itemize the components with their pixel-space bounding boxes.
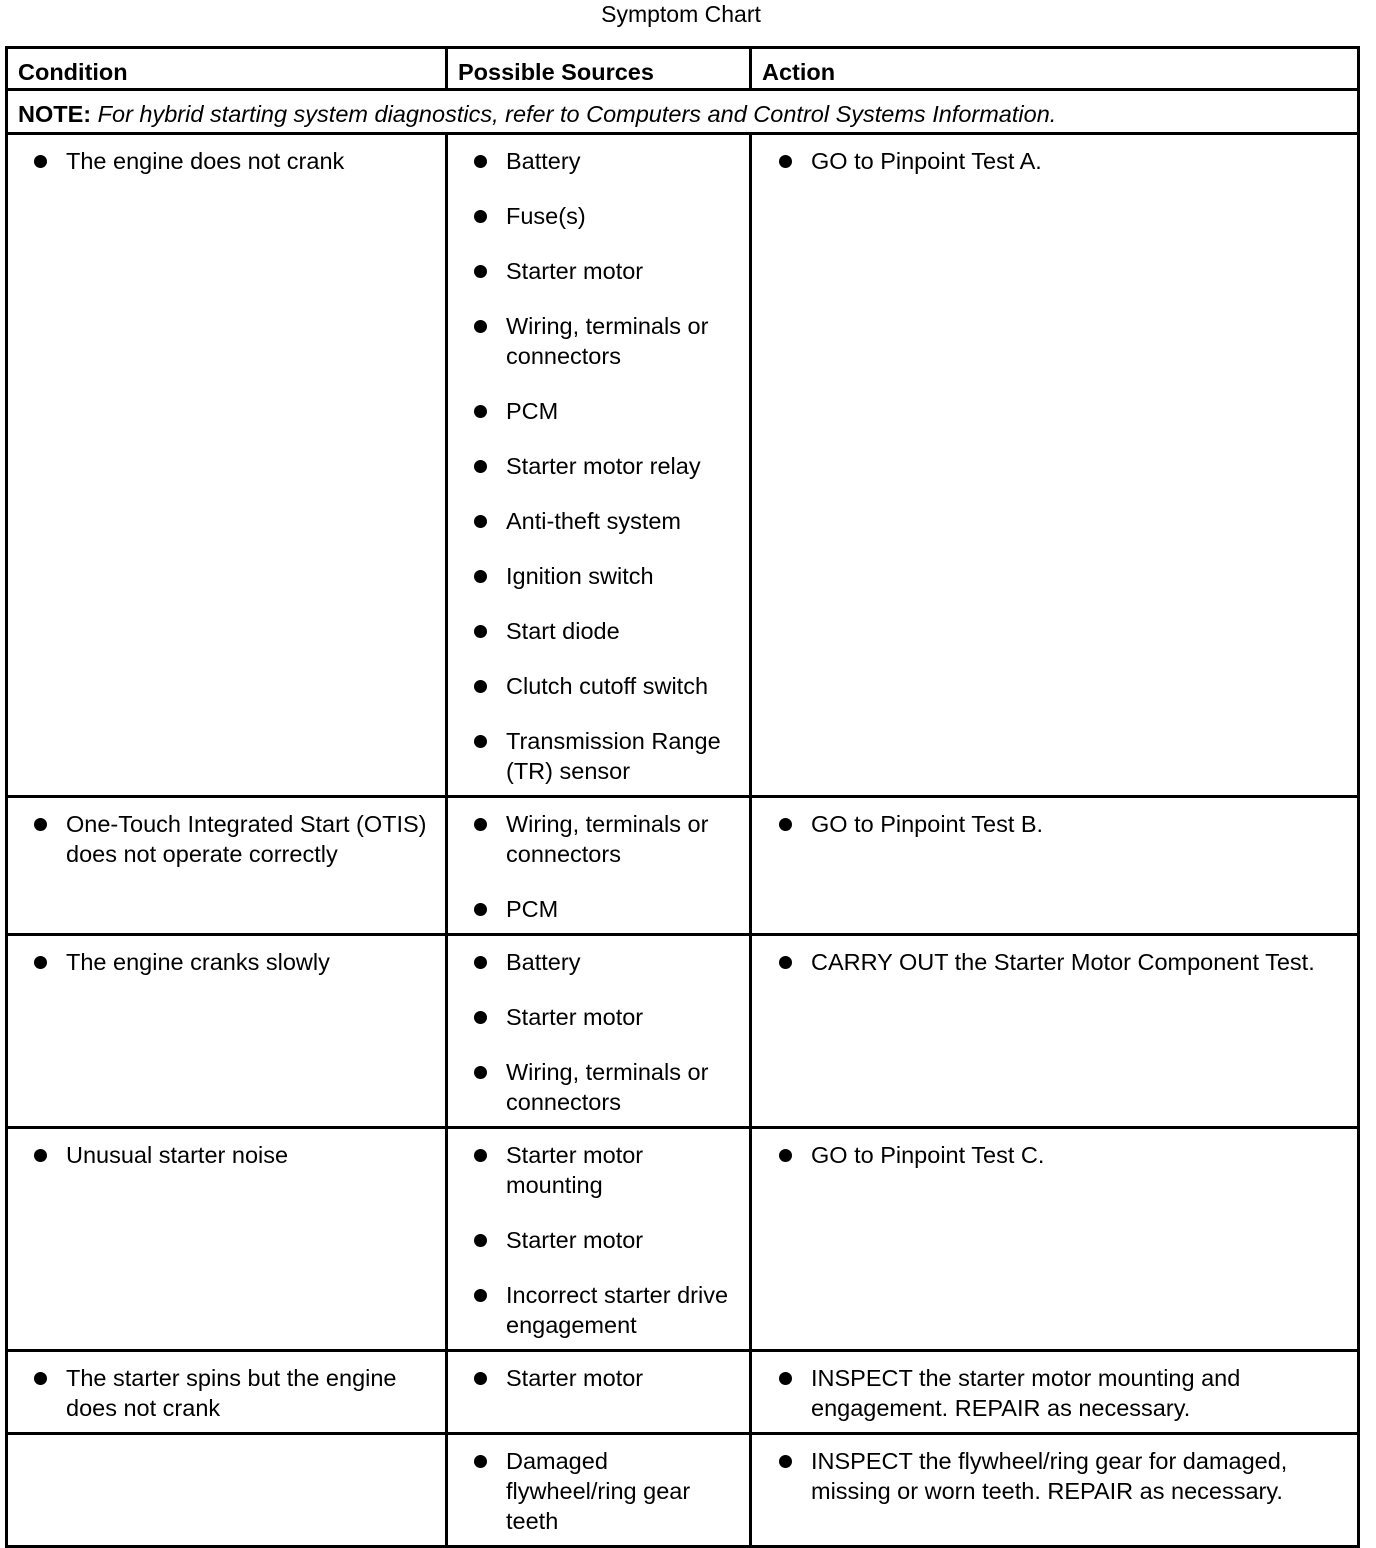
condition-item <box>8 947 437 977</box>
note-label: NOTE: <box>18 101 92 127</box>
bullet-icon <box>474 460 487 473</box>
condition-cell <box>7 935 447 1128</box>
source-item-text: Transmission Range (TR) sensor <box>506 728 721 784</box>
bullet-list <box>752 1129 1357 1179</box>
bullet-list <box>448 135 749 795</box>
source-item <box>448 396 741 426</box>
source-item-text: Battery <box>506 148 581 174</box>
source-item-text: Battery <box>506 949 581 975</box>
bullet-icon <box>474 1372 487 1385</box>
bullet-icon <box>474 1149 487 1162</box>
source-item <box>448 561 741 591</box>
bullet-icon <box>474 1234 487 1247</box>
bullet-list <box>448 1352 749 1402</box>
source-item-text: Incorrect starter drive engagement <box>506 1282 729 1338</box>
bullet-icon <box>474 1011 487 1024</box>
bullet-icon <box>34 956 47 969</box>
table-row <box>7 1351 1359 1434</box>
source-item-text: Wiring, terminals or connectors <box>506 313 709 369</box>
source-item-text: Starter motor <box>506 258 644 284</box>
source-item-text: Clutch cutoff switch <box>506 673 709 699</box>
bullet-icon <box>34 1149 47 1162</box>
bullet-icon <box>474 903 487 916</box>
note-text: For hybrid starting system diagnostics, refer to Computers and Control Systems Information. <box>97 101 1057 127</box>
action-item <box>752 1446 1349 1506</box>
bullet-icon <box>779 155 792 168</box>
action-cell <box>751 1128 1359 1351</box>
condition-cell <box>7 1351 447 1434</box>
bullet-icon <box>474 570 487 583</box>
sources-cell <box>447 1351 751 1434</box>
action-cell <box>751 1351 1359 1434</box>
action-item-text: INSPECT the starter motor mounting and engagement. REPAIR as necessary. <box>811 1365 1241 1421</box>
action-item <box>752 809 1349 839</box>
table-row <box>7 797 1359 935</box>
bullet-icon <box>779 1149 792 1162</box>
source-item <box>448 616 741 646</box>
sources-cell <box>447 1128 751 1351</box>
condition-item <box>8 1140 437 1170</box>
source-item-text: Starter motor mounting <box>506 1142 644 1198</box>
bullet-icon <box>34 818 47 831</box>
sources-cell <box>447 935 751 1128</box>
bullet-list <box>8 1352 445 1432</box>
source-item-text: Fuse(s) <box>506 203 586 229</box>
table-row <box>7 1434 1359 1547</box>
source-item <box>448 201 741 231</box>
condition-item <box>8 146 437 176</box>
bullet-icon <box>474 405 487 418</box>
action-item <box>752 947 1349 977</box>
sources-cell <box>447 797 751 935</box>
bullet-icon <box>474 515 487 528</box>
condition-item-text: Unusual starter noise <box>66 1142 289 1168</box>
condition-cell <box>7 797 447 935</box>
action-item <box>752 146 1349 176</box>
table-row <box>7 134 1359 797</box>
source-item-text: Wiring, terminals or connectors <box>506 1059 709 1115</box>
source-item <box>448 1280 741 1340</box>
bullet-icon <box>474 1455 487 1468</box>
source-item-text: Wiring, terminals or connectors <box>506 811 709 867</box>
source-item <box>448 1225 741 1255</box>
bullet-list <box>448 1435 749 1545</box>
bullet-icon <box>34 1372 47 1385</box>
symptom-chart-table <box>5 46 1360 1548</box>
action-cell <box>751 797 1359 935</box>
bullet-list <box>8 798 445 878</box>
bullet-list <box>8 135 445 185</box>
bullet-list <box>752 135 1357 185</box>
bullet-icon <box>474 956 487 969</box>
source-item <box>448 671 741 701</box>
bullet-list <box>752 936 1357 986</box>
source-item <box>448 1140 741 1200</box>
source-item <box>448 809 741 869</box>
header-row <box>7 48 1359 90</box>
source-item <box>448 1363 741 1393</box>
bullet-icon <box>474 680 487 693</box>
bullet-icon <box>474 210 487 223</box>
source-item <box>448 311 741 371</box>
condition-item <box>8 809 437 869</box>
source-item <box>448 256 741 286</box>
source-item-text: Anti-theft system <box>506 508 681 534</box>
condition-cell <box>7 1434 447 1547</box>
bullet-icon <box>474 155 487 168</box>
source-item <box>448 146 741 176</box>
bullet-list <box>448 936 749 1126</box>
bullet-icon <box>779 818 792 831</box>
action-item <box>752 1363 1349 1423</box>
bullet-list <box>8 936 445 986</box>
action-item-text: GO to Pinpoint Test B. <box>811 811 1044 837</box>
source-item <box>448 894 741 924</box>
condition-item-text: The engine does not crank <box>66 148 345 174</box>
bullet-icon <box>34 155 47 168</box>
chart-caption: Symptom Chart <box>601 1 761 27</box>
action-item-text: INSPECT the flywheel/ring gear for damaged, missing or worn teeth. REPAIR as necessary. <box>811 1448 1288 1504</box>
sources-cell <box>447 134 751 797</box>
source-item-text: PCM <box>506 896 559 922</box>
source-item <box>448 726 741 786</box>
table-row <box>7 935 1359 1128</box>
source-item <box>448 947 741 977</box>
bullet-list <box>752 1435 1357 1515</box>
source-item-text: Starter motor relay <box>506 453 701 479</box>
source-item-text: Start diode <box>506 618 620 644</box>
bullet-list <box>752 1352 1357 1432</box>
source-item <box>448 451 741 481</box>
bullet-icon <box>474 818 487 831</box>
bullet-list <box>752 798 1357 848</box>
condition-cell <box>7 134 447 797</box>
condition-item-text: The engine cranks slowly <box>66 949 330 975</box>
source-item-text: Starter motor <box>506 1365 644 1391</box>
source-item-text: Ignition switch <box>506 563 654 589</box>
bullet-list <box>448 798 749 933</box>
action-item-text: GO to Pinpoint Test A. <box>811 148 1042 174</box>
bullet-list <box>448 1129 749 1349</box>
bullet-icon <box>779 956 792 969</box>
bullet-list <box>8 1129 445 1179</box>
header-possible-sources: Possible Sources <box>447 48 751 90</box>
bullet-icon <box>474 265 487 278</box>
condition-item-text: One-Touch Integrated Start (OTIS) does not operate correctly <box>66 811 427 867</box>
sources-cell <box>447 1434 751 1547</box>
condition-cell <box>7 1128 447 1351</box>
action-item-text: GO to Pinpoint Test C. <box>811 1142 1045 1168</box>
bullet-icon <box>779 1372 792 1385</box>
header-condition: Condition <box>7 48 447 90</box>
source-item-text: Damaged flywheel/ring gear teeth <box>506 1448 691 1534</box>
source-item-text: PCM <box>506 398 559 424</box>
action-item-text: CARRY OUT the Starter Motor Component Test. <box>811 949 1315 975</box>
table-row <box>7 1128 1359 1351</box>
source-item <box>448 1057 741 1117</box>
source-item <box>448 506 741 536</box>
action-cell <box>751 134 1359 797</box>
source-item-text: Starter motor <box>506 1004 644 1030</box>
source-item-text: Starter motor <box>506 1227 644 1253</box>
condition-item-text: The starter spins but the engine does not crank <box>66 1365 397 1421</box>
bullet-icon <box>474 320 487 333</box>
action-item <box>752 1140 1349 1170</box>
action-cell <box>751 935 1359 1128</box>
bullet-icon <box>779 1455 792 1468</box>
condition-item <box>8 1363 437 1423</box>
bullet-icon <box>474 625 487 638</box>
source-item <box>448 1446 741 1536</box>
action-cell <box>751 1434 1359 1547</box>
source-item <box>448 1002 741 1032</box>
bullet-icon <box>474 735 487 748</box>
note-cell <box>7 90 1359 134</box>
note-row <box>7 90 1359 134</box>
bullet-icon <box>474 1066 487 1079</box>
header-action: Action <box>751 48 1359 90</box>
bullet-icon <box>474 1289 487 1302</box>
